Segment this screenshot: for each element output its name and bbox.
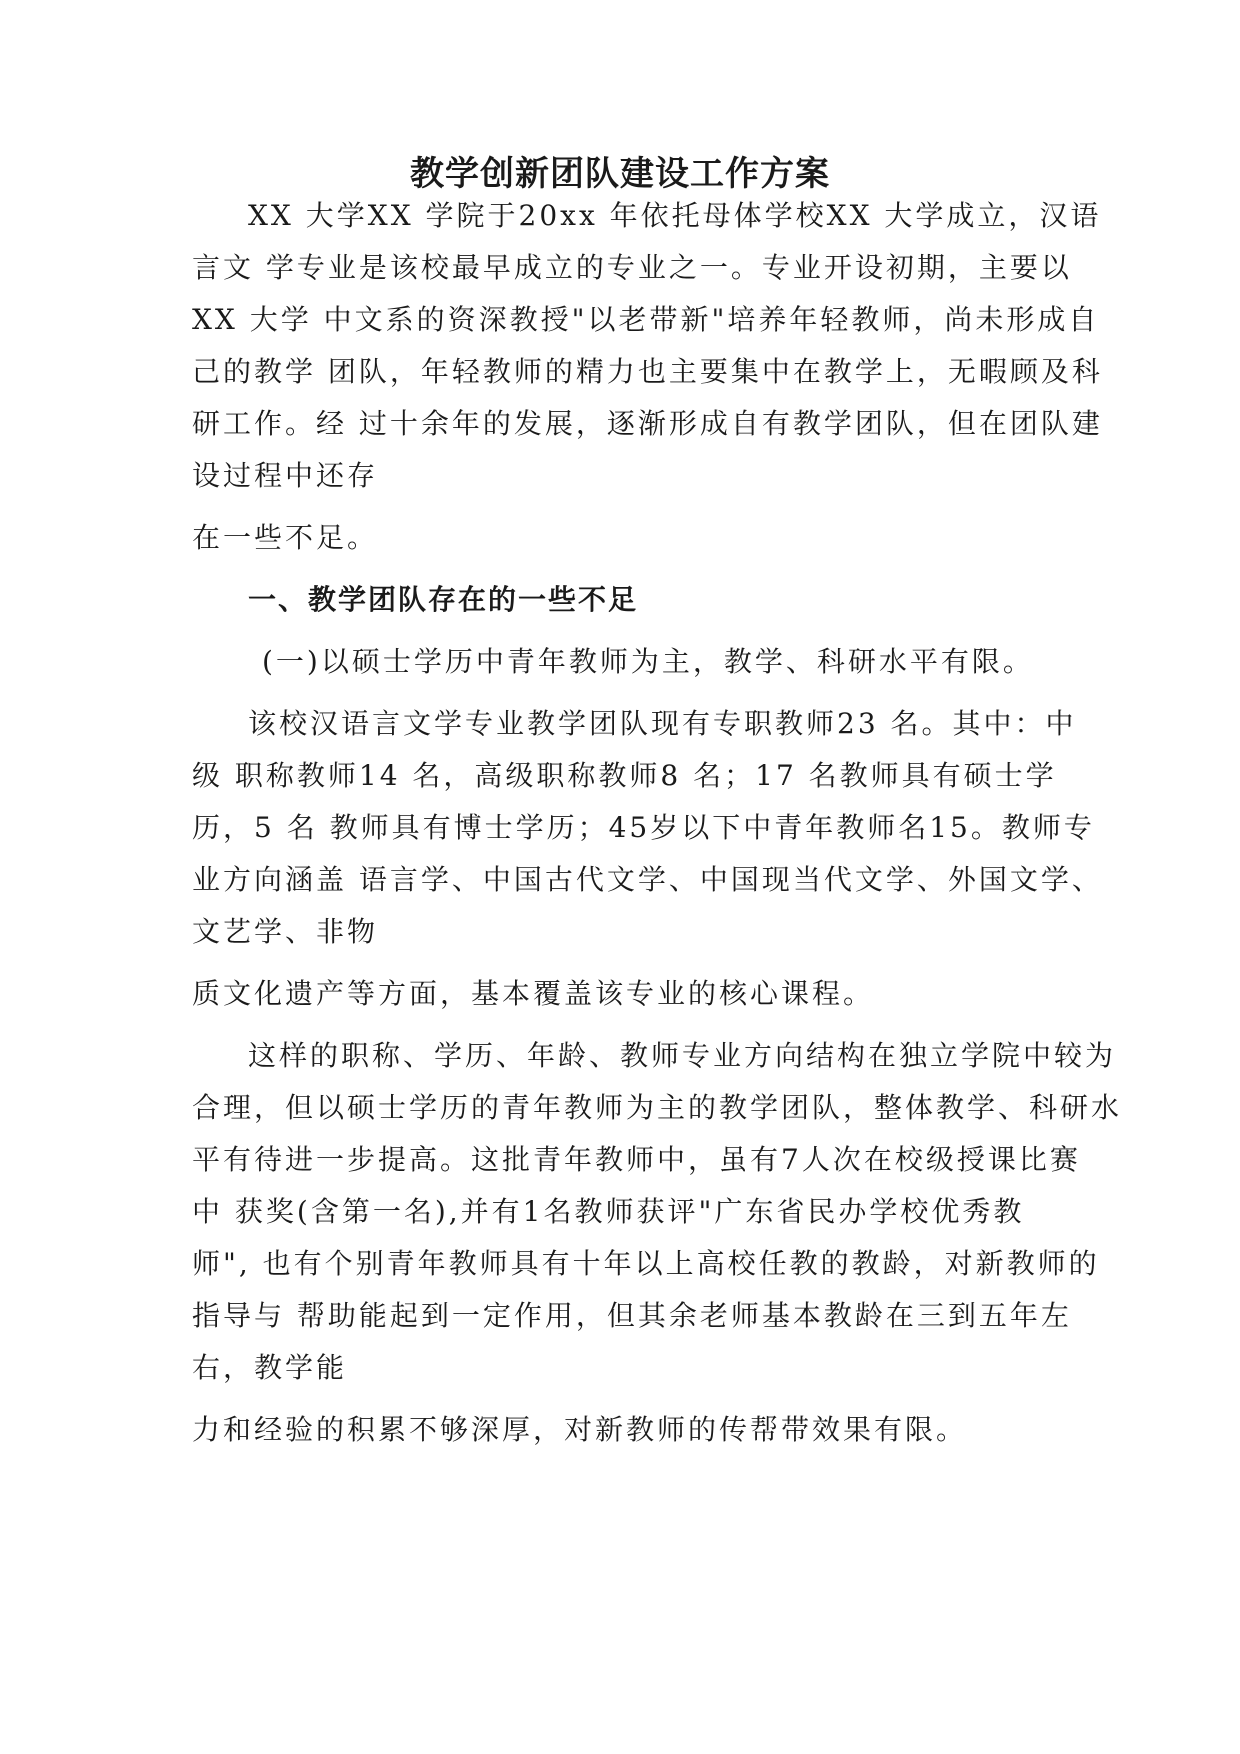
paragraph-line: 质文化遗产等方面，基本覆盖该专业的核心课程。 <box>192 977 875 1010</box>
paragraph-line: XX 大学 中文系的资深教授"以老带新"培养年轻教师，尚未形成自 <box>192 303 1100 336</box>
subsection-heading: (一)以硕士学历中青年教师为主，教学、科研水平有限。 <box>262 645 1034 678</box>
paragraph-line: 业方向涵盖 语言学、中国古代文学、中国现当代文学、外国文学、 <box>192 863 1103 896</box>
paragraph-line: 文艺学、非物 <box>192 915 379 948</box>
paragraph-line: 合理，但以硕士学历的青年教师为主的教学团队，整体教学、科研水 <box>192 1091 1123 1124</box>
paragraph-line: 右，教学能 <box>192 1351 348 1384</box>
paragraph-line: 设过程中还存 <box>192 459 379 492</box>
paragraph-line: 在一些不足。 <box>192 521 379 554</box>
paragraph-line: 指导与 帮助能起到一定作用，但其余老师基本教龄在三到五年左 <box>192 1299 1072 1332</box>
paragraph-line: 己的教学 团队，年轻教师的精力也主要集中在教学上，无暇顾及科 <box>192 355 1103 388</box>
paragraph-line: 平有待进一步提高。这批青年教师中，虽有7人次在校级授课比赛 <box>192 1143 1081 1176</box>
paragraph-line: 师", 也有个别青年教师具有十年以上高校任教的教龄，对新教师的 <box>192 1247 1100 1280</box>
paragraph-line: 这样的职称、学历、年龄、教师专业方向结构在独立学院中较为 <box>248 1039 1117 1072</box>
paragraph-line: 研工作。经 过十余年的发展，逐渐形成自有教学团队，但在团队建 <box>192 407 1103 440</box>
paragraph-line: 级 职称教师14 名，高级职称教师8 名；17 名教师具有硕士学 <box>192 759 1057 792</box>
paragraph-line: 该校汉语言文学专业教学团队现有专职教师23 名。其中：中 <box>248 707 1077 740</box>
document-title: 教学创新团队建设工作方案 <box>410 154 830 194</box>
section-heading: 一、教学团队存在的一些不足 <box>248 583 639 616</box>
paragraph-line: 言文 学专业是该校最早成立的专业之一。专业开设初期，主要以 <box>192 251 1072 284</box>
paragraph-line: 历，5 名 教师具有博士学历；45岁以下中青年教师名15。教师专 <box>192 811 1095 844</box>
paragraph-line: 力和经验的积累不够深厚，对新教师的传帮带效果有限。 <box>192 1413 968 1446</box>
paragraph-line: 中 获奖(含第一名),并有1名教师获评"广东省民办学校优秀教 <box>192 1195 1025 1228</box>
paragraph-line: XX 大学XX 学院于20xx 年依托母体学校XX 大学成立，汉语 <box>248 199 1102 232</box>
